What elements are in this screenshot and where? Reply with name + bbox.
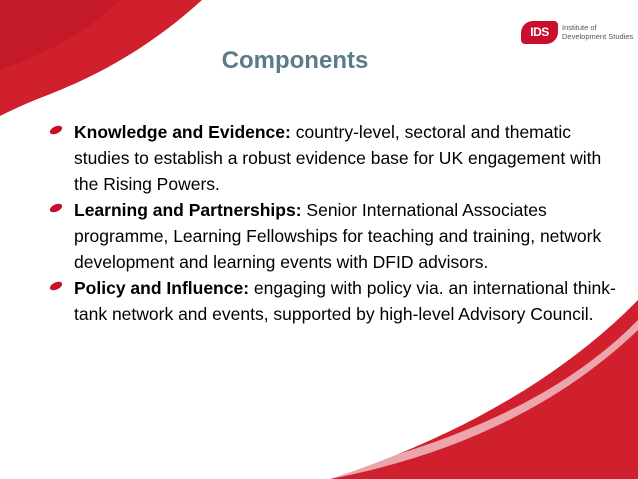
bullet-text: engaging with policy via. an international think-tank network and events, supported by high-level Advisory Council. (74, 278, 616, 324)
ids-logo (521, 21, 633, 44)
bullet-item (74, 119, 626, 197)
red-bullet-icon (49, 281, 63, 291)
bullet-heading: Learning and Partnerships: (74, 200, 302, 220)
bullet-item (74, 197, 626, 275)
bullet-text: country-level, sectoral and thematic studies to establish a robust evidence base for UK engagement with the Rising Powers. (74, 122, 602, 194)
bullet-item (74, 275, 626, 327)
ids-logo-mark: IDS (521, 21, 558, 44)
bullet-text: Senior International Associates programme, Learning Fellowships for teaching and training, network development and learning events with DFID advisors. (74, 200, 602, 272)
ids-logo-text (562, 24, 633, 41)
slide-title: Components (221, 47, 369, 74)
bullet-heading: Knowledge and Evidence: (74, 122, 291, 142)
red-bullet-icon (49, 125, 63, 135)
red-bullet-icon (49, 203, 63, 213)
ids-logo-line1: Institute of (562, 23, 597, 32)
bullet-heading: Policy and Influence: (74, 278, 250, 298)
ids-logo-line2: Development Studies (562, 31, 634, 41)
bullet-list (74, 119, 626, 327)
